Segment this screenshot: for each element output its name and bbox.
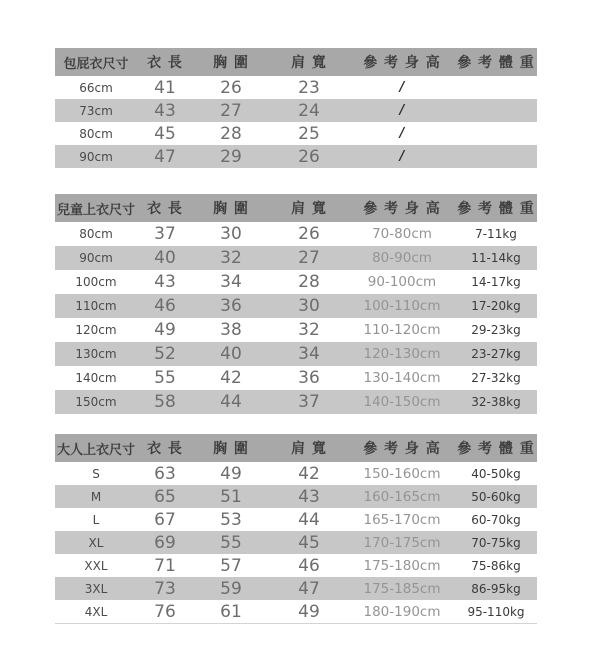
header-row — [55, 194, 537, 222]
cell-chest: 28 — [220, 123, 242, 144]
cell-length: 73 — [154, 578, 176, 599]
cell-weight — [455, 145, 537, 168]
shoulder-header: 肩 寬 — [269, 48, 349, 76]
cell-weight: 60-70kg — [471, 512, 521, 527]
table-row — [55, 531, 537, 554]
cell-height: 90-100cm — [367, 274, 437, 290]
cell-shoulder: 26 — [298, 146, 320, 167]
cell-weight: 32-38kg — [471, 395, 521, 409]
cell-height: 100-110cm — [363, 298, 441, 314]
table-row — [55, 270, 537, 294]
cell-height: 110-120cm — [363, 322, 441, 338]
weight-header: 參 考 體 重 — [455, 194, 537, 222]
cell-height: / — [399, 149, 405, 164]
height-header: 參 考 身 高 — [349, 48, 455, 76]
cell-shoulder: 27 — [298, 248, 320, 268]
cell-size: L — [92, 512, 100, 527]
cell-weight: 40-50kg — [471, 466, 521, 481]
cell-height: 130-140cm — [363, 370, 441, 386]
weight-header: 參 考 體 重 — [455, 434, 537, 462]
cell-chest: 27 — [220, 100, 242, 121]
cell-length: 69 — [154, 532, 176, 553]
cell-weight — [455, 99, 537, 122]
cell-chest: 61 — [193, 600, 269, 624]
table-row — [55, 390, 537, 414]
cell-shoulder: 25 — [298, 123, 320, 144]
cell-length: 49 — [154, 320, 176, 340]
table-row — [55, 318, 537, 342]
cell-length: 52 — [154, 344, 176, 364]
cell-height: / — [399, 126, 405, 141]
cell-chest: 36 — [220, 296, 242, 316]
cell-length: 46 — [154, 296, 176, 316]
cell-shoulder: 34 — [298, 344, 320, 364]
table-row — [55, 600, 537, 624]
cell-chest: 26 — [220, 77, 242, 98]
cell-weight: 23-27kg — [471, 347, 521, 361]
size-table-children — [55, 194, 537, 414]
cell-size: 73cm — [79, 103, 113, 118]
table-row — [55, 577, 537, 600]
cell-chest: 29 — [220, 146, 242, 167]
cell-length: 67 — [154, 509, 176, 530]
cell-size: XL — [88, 535, 104, 550]
cell-chest: 59 — [220, 578, 242, 599]
cell-chest: 51 — [220, 486, 242, 507]
size-type-header: 兒童上衣尺寸 — [55, 194, 137, 222]
chest-header: 胸 圍 — [193, 194, 269, 222]
cell-length: 55 — [154, 368, 176, 388]
cell-weight: 14-17kg — [471, 275, 521, 289]
cell-chest: 40 — [220, 344, 242, 364]
cell-shoulder: 24 — [298, 100, 320, 121]
length-header: 衣 長 — [137, 48, 193, 76]
table-row — [55, 342, 537, 366]
table-row — [55, 99, 537, 122]
cell-length: 40 — [154, 248, 176, 268]
cell-weight: 11-14kg — [471, 251, 521, 265]
cell-shoulder: 46 — [298, 555, 320, 576]
cell-chest: 42 — [220, 368, 242, 388]
cell-chest: 49 — [220, 463, 242, 484]
cell-shoulder: 44 — [298, 509, 320, 530]
cell-weight: 95-110kg — [455, 600, 537, 624]
cell-length: 43 — [154, 100, 176, 121]
length-header: 衣 長 — [137, 434, 193, 462]
cell-height: 150-160cm — [363, 465, 441, 482]
cell-shoulder: 28 — [298, 272, 320, 292]
shoulder-header: 肩 寬 — [269, 194, 349, 222]
cell-length: 43 — [154, 272, 176, 292]
cell-size: 150cm — [75, 395, 117, 409]
cell-height: 175-185cm — [363, 580, 441, 597]
cell-size: 110cm — [75, 299, 117, 313]
cell-size: XXL — [84, 558, 108, 573]
cell-size: S — [92, 466, 100, 481]
cell-length: 47 — [154, 146, 176, 167]
cell-height: 80-90cm — [372, 250, 432, 266]
cell-height: / — [399, 103, 405, 118]
cell-size: 66cm — [79, 80, 113, 95]
cell-height: 160-165cm — [363, 488, 441, 505]
cell-shoulder: 26 — [298, 224, 320, 244]
weight-header: 參 考 體 重 — [455, 48, 537, 76]
cell-height: 170-175cm — [363, 534, 441, 551]
height-header: 參 考 身 高 — [349, 194, 455, 222]
size-table-bodysuit — [55, 48, 537, 168]
table-row — [55, 76, 537, 99]
cell-height: 70-80cm — [372, 226, 432, 242]
table-row — [55, 462, 537, 485]
table-row — [55, 554, 537, 577]
cell-weight: 50-60kg — [471, 489, 521, 504]
cell-chest: 55 — [220, 532, 242, 553]
table-row — [55, 145, 537, 168]
size-type-header: 包屁衣尺寸 — [55, 48, 137, 76]
size-table-adult — [55, 434, 537, 624]
cell-shoulder: 32 — [298, 320, 320, 340]
cell-weight: 86-95kg — [471, 581, 521, 596]
cell-shoulder: 45 — [298, 532, 320, 553]
cell-length: 45 — [154, 123, 176, 144]
cell-chest: 32 — [220, 248, 242, 268]
cell-chest: 44 — [220, 392, 242, 412]
cell-length: 37 — [154, 224, 176, 244]
cell-size: 80cm — [79, 126, 113, 141]
cell-chest: 53 — [220, 509, 242, 530]
cell-size: 80cm — [79, 227, 113, 241]
cell-size: 120cm — [75, 323, 117, 337]
cell-height: 165-170cm — [363, 511, 441, 528]
table-row — [55, 122, 537, 145]
height-header: 參 考 身 高 — [349, 434, 455, 462]
cell-shoulder: 36 — [298, 368, 320, 388]
cell-length: 76 — [137, 600, 193, 624]
cell-shoulder: 42 — [298, 463, 320, 484]
cell-length: 58 — [154, 392, 176, 412]
cell-weight: 27-32kg — [471, 371, 521, 385]
header-row — [55, 434, 537, 462]
cell-chest: 38 — [220, 320, 242, 340]
table-row — [55, 485, 537, 508]
cell-height: 175-180cm — [363, 557, 441, 574]
cell-weight: 70-75kg — [471, 535, 521, 550]
cell-length: 41 — [154, 77, 176, 98]
cell-length: 65 — [154, 486, 176, 507]
cell-size: 130cm — [75, 347, 117, 361]
chest-header: 胸 圍 — [193, 434, 269, 462]
cell-weight — [455, 76, 537, 99]
cell-size: 90cm — [79, 251, 113, 265]
table-row — [55, 246, 537, 270]
size-type-header: 大人上衣尺寸 — [55, 434, 137, 462]
cell-weight: 17-20kg — [471, 299, 521, 313]
cell-length: 71 — [154, 555, 176, 576]
cell-shoulder: 49 — [269, 600, 349, 624]
cell-shoulder: 47 — [298, 578, 320, 599]
cell-height: 140-150cm — [363, 394, 441, 410]
cell-height: 180-190cm — [349, 600, 455, 624]
table-row — [55, 366, 537, 390]
cell-size: 4XL — [55, 600, 137, 624]
cell-length: 63 — [154, 463, 176, 484]
header-row — [55, 48, 537, 76]
table-row — [55, 294, 537, 318]
table-row — [55, 508, 537, 531]
cell-chest: 30 — [220, 224, 242, 244]
chest-header: 胸 圍 — [193, 48, 269, 76]
cell-shoulder: 23 — [298, 77, 320, 98]
cell-weight: 75-86kg — [471, 558, 521, 573]
cell-size: 140cm — [75, 371, 117, 385]
cell-shoulder: 37 — [298, 392, 320, 412]
cell-height: / — [399, 80, 405, 95]
cell-chest: 34 — [220, 272, 242, 292]
cell-weight — [455, 122, 537, 145]
cell-weight: 29-23kg — [471, 323, 521, 337]
cell-size: 90cm — [79, 149, 113, 164]
cell-size: 3XL — [84, 581, 108, 596]
cell-shoulder: 30 — [298, 296, 320, 316]
cell-weight: 7-11kg — [475, 227, 517, 241]
cell-height: 120-130cm — [363, 346, 441, 362]
cell-chest: 57 — [220, 555, 242, 576]
table-row — [55, 222, 537, 246]
cell-size: 100cm — [75, 275, 117, 289]
length-header: 衣 長 — [137, 194, 193, 222]
cell-size: M — [90, 489, 102, 504]
shoulder-header: 肩 寬 — [269, 434, 349, 462]
cell-shoulder: 43 — [298, 486, 320, 507]
